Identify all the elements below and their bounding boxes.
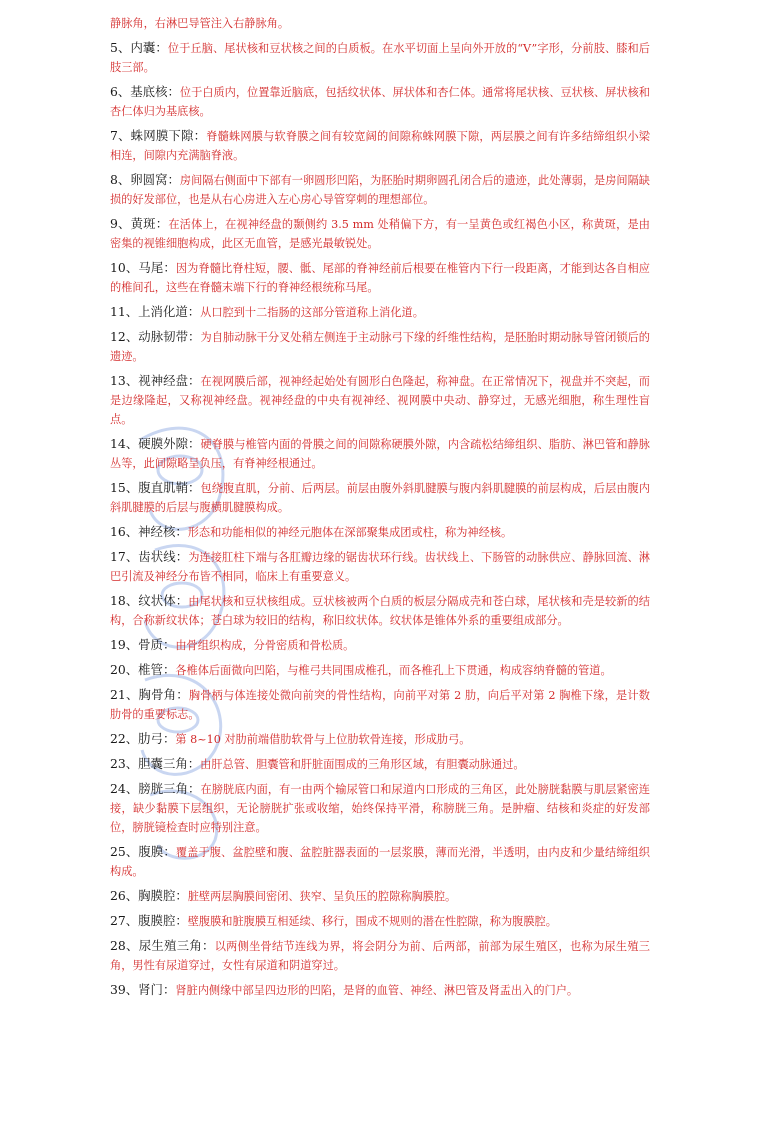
entry-term: 39、肾门： — [110, 982, 176, 997]
entry-definition: 脏壁两层胸膜间密闭、狭窄、呈负压的腔隙称胸膜腔。 — [187, 890, 457, 903]
entry-definition: 由尾状核和豆状核组成。豆状核被两个白质的板层分隔成壳和苍白球，尾状核和壳是较新的结构，合称新纹状体；苍白球为较旧的结构，称旧纹状体。纹状体是锥体外系的重要组成部分。 — [110, 595, 650, 627]
entry-term: 18、纹状体： — [110, 593, 189, 608]
entry-definition: 为连接肛柱下端与各肛瓣边缘的锯齿状环行线。齿状线上、下肠管的动脉供应、静脉回流、淋巴引流及神经分布皆不相同，临床上有重要意义。 — [110, 551, 650, 583]
entry-definition: 肾脏内侧缘中部呈四边形的凹陷，是肾的血管、神经、淋巴管及肾盂出入的门户。 — [175, 984, 579, 997]
entry-dongmairendai — [110, 327, 650, 366]
entry-term: 11、上消化道： — [110, 304, 201, 319]
entry-fuzhijiqiao — [110, 478, 650, 517]
entry-definition: 从口腔到十二指肠的这部分管道称上消化道。 — [200, 306, 424, 319]
entry-xiongujiao — [110, 685, 650, 724]
entry-definition: 覆盖于腹、盆腔壁和腹、盆腔脏器表面的一层浆膜，薄而光滑，半透明，由内皮和少量结缔组织构成。 — [110, 846, 650, 878]
entry-term: 28、尿生殖三角： — [110, 938, 215, 953]
entry-yingmowaixi — [110, 434, 650, 473]
entry-zhuwangmo — [110, 126, 650, 165]
entry-definition: 房间隔右侧面中下部有一卵圆形凹陷，为胚胎时期卵圆孔闭合后的遗迹，此处薄弱，是房间隔缺损的好发部位，也是从右心房进入左心房心导管穿刺的理想部位。 — [110, 174, 650, 206]
entry-definition: 由肝总管、胆囊管和肝脏面围成的三角形区域，有胆囊动脉通过。 — [200, 758, 525, 771]
entry-term: 23、胆囊三角： — [110, 756, 201, 771]
entry-term: 7、蛛网膜下隙： — [110, 128, 207, 143]
entry-term: 5、内囊： — [110, 40, 168, 55]
entry-shangxiaohuadao — [110, 302, 650, 322]
entry-definition: 包绕腹直肌，分前、后两层。前层由腹外斜肌腱膜与腹内斜肌腱膜的前层构成，后层由腹内斜肌腱膜的后层与腹横肌腱膜构成。 — [110, 482, 650, 514]
entry-huangban — [110, 214, 650, 253]
entry-definition: 在活体上，在视神经盘的颞侧约 3.5 mm 处稍偏下方，有一呈黄色或红褐色小区，称黄斑，是由密集的视锥细胞构成，此区无血管，是感光最敏锐处。 — [110, 218, 650, 250]
entry-definition: 以两侧坐骨结节连线为界，将会阴分为前、后两部，前部为尿生殖区，也称为尿生殖三角，男性有尿道穿过，女性有尿道和阴道穿过。 — [110, 940, 650, 972]
entry-definition: 胸骨柄与体连接处微向前突的骨性结构，向前平对第 2 肋，向后平对第 2 胸椎下缘，是计数肋骨的重要标志。 — [110, 689, 650, 721]
entry-term: 27、腹膜腔： — [110, 913, 188, 928]
entry-term: 14、硬膜外隙： — [110, 436, 201, 451]
document-page — [110, 14, 650, 1005]
entry-term: 8、卵圆窝： — [110, 172, 180, 187]
entry-term: 15、腹直肌鞘： — [110, 480, 201, 495]
entry-term: 20、椎管： — [110, 662, 176, 677]
entry-chizhuangxian — [110, 547, 650, 586]
entry-niaoshengzhisanjiao — [110, 936, 650, 975]
entry-definition: 在视网膜后部，视神经起始处有圆形白色隆起，称神盘。在正常情况下，视盘并不突起，而是边缘隆起，又称视神经盘。视神经盘的中央有视神经、视网膜中央动、静穿过，无感光细胞，称生理性盲点。 — [110, 375, 650, 426]
entry-dannangsanjiao — [110, 754, 650, 774]
entry-definition: 各椎体后面微向凹陷，与椎弓共同围成椎孔，而各椎孔上下贯通，构成容纳脊髓的管道。 — [175, 664, 612, 677]
entry-definition: 位于丘脑、尾状核和豆状核之间的白质板。在水平切面上呈向外开放的“V”字形，分前肢、膝和后肢三部。 — [110, 42, 650, 74]
entry-zhuiguan — [110, 660, 650, 680]
entry-definition: 形态和功能相似的神经元胞体在深部聚集成团或柱，称为神经核。 — [187, 526, 513, 539]
entry-xiongmoqiang — [110, 886, 650, 906]
entry-shenjinghe — [110, 522, 650, 542]
entry-definition: 硬脊膜与椎管内面的骨膜之间的间隙称硬膜外隙，内含疏松结缔组织、脂肪、淋巴管和静脉丛等，此间隙略呈负压，有脊神经根通过。 — [110, 438, 650, 470]
entry-neinang — [110, 38, 650, 77]
entry-definition: 由骨组织构成，分骨密质和骨松质。 — [175, 639, 355, 652]
entry-term: 19、骨质： — [110, 637, 176, 652]
intro-fragment: 静脉角，右淋巴导管注入右静脉角。 — [110, 17, 290, 30]
entry-term: 6、基底核： — [110, 84, 180, 99]
entry-pangguangsanjiao — [110, 779, 650, 837]
entry-definition: 脊髓蛛网膜与软脊膜之间有较宽阔的间隙称蛛网膜下隙，两层膜之间有许多结缔组织小梁相连，间隙内充满脑脊液。 — [110, 130, 650, 162]
entry-wenzhuangti — [110, 591, 650, 630]
entry-term: 25、腹膜： — [110, 844, 176, 859]
entry-term: 12、动脉韧带： — [110, 329, 201, 344]
entry-definition: 为自肺动脉干分叉处稍左侧连于主动脉弓下缘的纤维性结构，是胚胎时期动脉导管闭锁后的遗迹。 — [110, 331, 650, 363]
entry-mawei — [110, 258, 650, 297]
entry-definition: 因为脊髓比脊柱短，腰、骶、尾部的脊神经前后根要在椎管内下行一段距离，才能到达各自相应的椎间孔，这些在脊髓末端下行的脊神经根统称马尾。 — [110, 262, 650, 294]
entry-fumoqiang — [110, 911, 650, 931]
entry-term: 9、黄斑： — [110, 216, 169, 231]
entry-jidihe — [110, 82, 650, 121]
entry-term: 10、马尾： — [110, 260, 176, 275]
entry-leigong — [110, 729, 650, 749]
entry-term: 22、肋弓： — [110, 731, 176, 746]
entry-term: 26、胸膜腔： — [110, 888, 188, 903]
entry-shenmen — [110, 980, 650, 1000]
entry-term: 24、膀胱三角： — [110, 781, 201, 796]
entry-term: 17、齿状线： — [110, 549, 189, 564]
entry-term: 16、神经核： — [110, 524, 188, 539]
entry-definition: 在膀胱底内面，有一由两个输尿管口和尿道内口形成的三角区，此处膀胱黏膜与肌层紧密连接，缺少黏膜下层组织，无论膀胱扩张或收缩，始终保持平滑，称膀胱三角。是肿瘤、结核和炎症的好发部位，膀胱镜检查时应特别注意。 — [110, 783, 650, 834]
entry-definition: 壁腹膜和脏腹膜互相延续、移行，围成不规则的潜在性腔隙，称为腹膜腔。 — [187, 915, 557, 928]
entry-definition: 第 8~10 对肋前端借肋软骨与上位肋软骨连接，形成肋弓。 — [175, 733, 471, 746]
entry-guzhi — [110, 635, 650, 655]
entry-term: 13、视神经盘： — [110, 373, 201, 388]
entry-term: 21、胸骨角： — [110, 687, 189, 702]
entry-luanyuanwo — [110, 170, 650, 209]
entry-definition: 位于白质内，位置靠近脑底，包括纹状体、屏状体和杏仁体。通常将尾状核、豆状核、屏状核和杏仁体归为基底核。 — [110, 86, 650, 118]
entry-shishenjingpan — [110, 371, 650, 429]
entry-fumo — [110, 842, 650, 881]
